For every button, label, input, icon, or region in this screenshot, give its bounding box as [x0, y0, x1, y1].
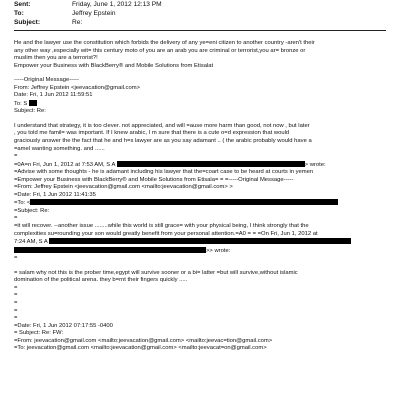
body-line: He and the lawyer use the constitution which forbids the delivery of any ye=eni citizen to another country -aren't their [14, 40, 315, 46]
quote-line: = [14, 215, 18, 222]
body-line: any other way ,especially wit= this century moto of you are an arab you are criminal or terrorist,you ar= bronze or [14, 47, 306, 54]
body-line: , you told me famil= was important. If I knew arabic, I m sure that there is a cute o=d expression that would [14, 130, 290, 137]
body-line: =amel wanting something. and ...... [14, 145, 105, 152]
quote-line: = [14, 299, 18, 306]
body-line: muslim then you are a terrorist?! [14, 55, 98, 62]
quote-line: =0A=n Fri, Jun 1, 2012 at 7:53 AM, S A > wrote: [14, 161, 326, 168]
quote-line: = salam why not this is the prober time,egypt will survive sooner or a bi= latter =but will survive,without islamic [14, 269, 298, 276]
quote-line: = [14, 315, 18, 322]
sent-value: Friday, June 1, 2012 12:13 PM [72, 1, 162, 8]
redaction-bar [29, 100, 37, 106]
quote-line: =Subject: Re: [14, 207, 50, 214]
to-row [14, 10, 116, 18]
quote-line: = [14, 153, 18, 160]
quote-line: 7:24 AM, S A [14, 238, 386, 247]
subject-label: Subject: [14, 19, 41, 26]
quote-line: = [14, 292, 18, 299]
body-line: graciously answer the the fact that he and h=s lawyer are as you say adamant .. ( the arabic probably would have a [14, 138, 312, 145]
quote-line: =To: < [14, 199, 386, 208]
quote-line: =Advise with some thoughts - he is adamant including his lawyer that the=coart case to be heard at courts in yemen [14, 169, 314, 176]
quote-line: >> wrote: [14, 247, 386, 256]
redaction-bar [49, 238, 351, 244]
orig-from: From: Jeffrey Epstein <jeevacation@gmail.com> [14, 84, 141, 91]
subject-value: Re: [72, 19, 83, 26]
quote-line: =From: jeevacation@gmail.com <mailto:jeevacation@gmail.com> <mailto:jeevac=tion@gmail.com> [14, 337, 273, 344]
body-line: I understand that strategy, it is too clever. not appreciated, and will =ause more harm than good, not now , but later [14, 122, 310, 129]
signature-line: Empower your Business with BlackBerry® and Mobile Solutions from Etisalat [14, 62, 214, 69]
quote-line: = [14, 307, 18, 314]
to-value: Jeffrey Epstein [72, 10, 116, 17]
quote-line: =Date: Fri, 1 Jun 2012 11:41:35 [14, 191, 96, 198]
quote-line: =Date: Fri, 1 Jun 2012 07:17:55 -0400 [14, 322, 113, 329]
header-divider [14, 30, 386, 31]
quote-line: =Empower your Business with BlackBerry® and Mobile Solutions from Etisala= = =-----Original Message----- [14, 176, 294, 183]
sent-row [14, 1, 162, 9]
quote-line: = [14, 255, 18, 262]
quote-line: domination of the political arena. they b=rnt their fingers quickly ..... [14, 277, 188, 284]
redaction-bar [30, 199, 338, 205]
quote-line: complexities su=rounding your son would greatly benefit from your personal attention.=A0 = = =On Fri, Jun 1, 2012 at [14, 230, 318, 237]
orig-date: Date: Fri, 1 Jun 2012 11:59:51 [14, 92, 93, 99]
subject-row [14, 19, 82, 27]
redaction-bar [14, 247, 206, 253]
orig-subject: Subject: Re: [14, 108, 46, 115]
redaction-bar [117, 161, 305, 167]
original-message-separator: -----Original Message----- [14, 77, 79, 84]
email-body [14, 40, 386, 353]
quote-line: =From: Jeffrey Epstein <jeevacation@gmail.com <mailto:jeevacation@gmail.com> > [14, 184, 233, 191]
sent-label: Sent: [14, 1, 31, 8]
quote-line: =it will recover. --another issue ........while this world is still grace= with your physical being, I think strongly that the [14, 223, 309, 230]
quote-line: = Subject: Re: FW: [14, 330, 64, 337]
quote-line: =To: jeevacation@gmail.com <mailto:jeevacation@gmail.com> <mailto:jeevacat=on@gmail.com> [14, 345, 267, 352]
to-label: To: [14, 10, 24, 17]
quote-line: = [14, 284, 18, 291]
orig-to: To: S [14, 100, 386, 109]
